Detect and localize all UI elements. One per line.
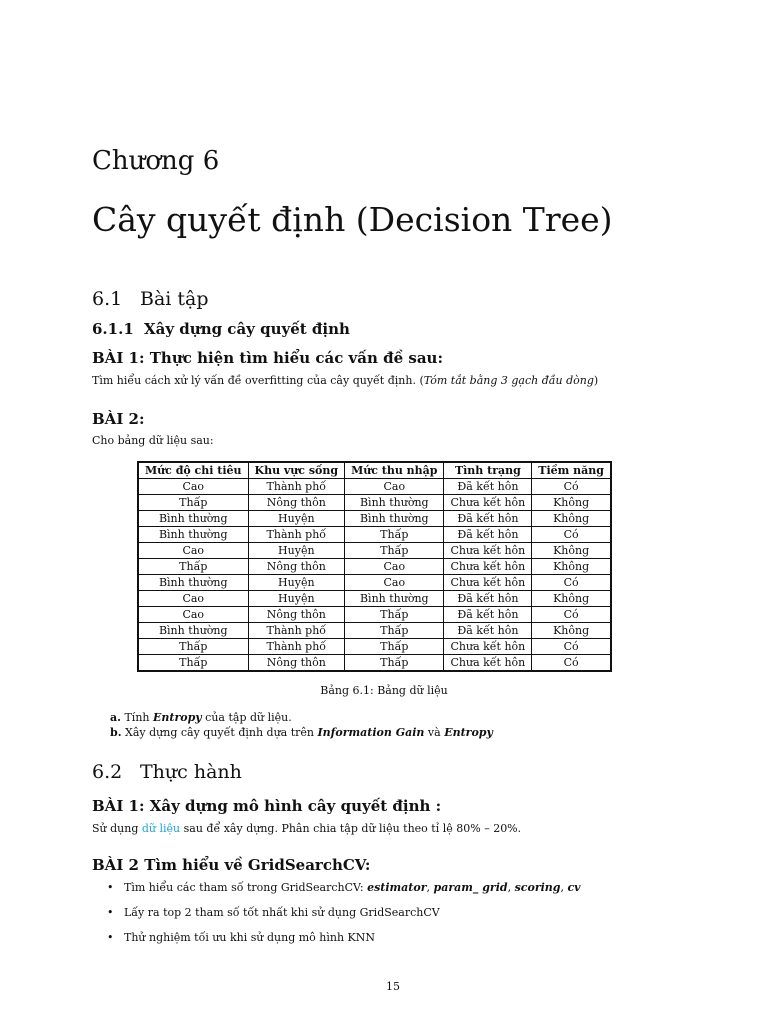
table-row: [138, 495, 611, 511]
param-scoring: scoring: [514, 881, 561, 894]
task-b-emphasis-2: Entropy: [444, 726, 493, 739]
table-cell: Thấp: [345, 655, 444, 672]
task-b-mid: và: [424, 726, 445, 739]
list-item: [107, 906, 440, 919]
table-cell: Có: [532, 527, 611, 543]
exercise-1-text-end: ): [593, 374, 599, 387]
table-cell: Không: [532, 511, 611, 527]
section-heading-6-1: [92, 288, 209, 310]
table-row: [138, 559, 611, 575]
table-cell: Huyện: [248, 591, 345, 607]
subsection-title: Xây dựng cây quyết định: [144, 320, 350, 338]
table-cell: Thành phố: [248, 623, 345, 639]
table-cell: Thành phố: [248, 479, 345, 495]
task-b-label: b.: [110, 726, 122, 739]
column-header: Tiềm năng: [532, 462, 611, 479]
table-cell: Bình thường: [345, 591, 444, 607]
table-cell: Thấp: [345, 543, 444, 559]
table-cell: Thấp: [138, 639, 248, 655]
exercise-1-heading: BÀI 1: Thực hiện tìm hiểu các vấn đề sau:: [92, 349, 443, 367]
exercise-2-heading: BÀI 2:: [92, 410, 145, 428]
table-cell: Cao: [345, 479, 444, 495]
subsection-number: 6.1.1: [92, 320, 134, 338]
table-row: [138, 543, 611, 559]
practice-2-heading: BÀI 2 Tìm hiểu về GridSearchCV:: [92, 856, 371, 874]
table-cell: Đã kết hôn: [444, 527, 532, 543]
table-cell: Huyện: [248, 575, 345, 591]
list-item: [107, 931, 375, 944]
bullet-icon: •: [107, 906, 114, 919]
table-cell: Bình thường: [138, 511, 248, 527]
bullet-icon: •: [107, 881, 114, 894]
table-cell: Không: [532, 543, 611, 559]
table-row: [138, 511, 611, 527]
table-cell: Nông thôn: [248, 559, 345, 575]
list-item: [107, 881, 581, 894]
task-a-pre: Tính: [124, 711, 153, 724]
table-cell: Nông thôn: [248, 495, 345, 511]
table-row: [138, 655, 611, 672]
table-row: [138, 527, 611, 543]
table-cell: Thấp: [345, 623, 444, 639]
table-row: [138, 591, 611, 607]
table-cell: Bình thường: [345, 495, 444, 511]
exercise-2-intro: Cho bảng dữ liệu sau:: [92, 434, 214, 447]
chapter-title: Cây quyết định (Decision Tree): [92, 200, 613, 239]
table-cell: Thành phố: [248, 527, 345, 543]
task-a-post: của tập dữ liệu.: [201, 711, 292, 724]
separator: ,: [507, 881, 515, 894]
section-heading-6-2: [92, 761, 242, 783]
data-table: [137, 461, 612, 672]
table-cell: Cao: [345, 559, 444, 575]
table-cell: Thấp: [138, 655, 248, 672]
exercise-1-text-main: Tìm hiểu cách xử lý vấn đề overfitting của cây quyết định. (: [92, 374, 424, 387]
task-b-pre: Xây dựng cây quyết định dựa trên: [125, 726, 318, 739]
table-row: [138, 639, 611, 655]
exercise-1-text-italic: Tóm tắt bằng 3 gạch đầu dòng: [423, 374, 594, 387]
separator: ,: [560, 881, 568, 894]
table-cell: Bình thường: [345, 511, 444, 527]
param-estimator: estimator: [367, 881, 427, 894]
table-row: [138, 575, 611, 591]
table-cell: Cao: [138, 607, 248, 623]
table-cell: Không: [532, 591, 611, 607]
practice-1-heading: BÀI 1: Xây dựng mô hình cây quyết định :: [92, 797, 442, 815]
table-cell: Có: [532, 655, 611, 672]
subsection-heading-6-1-1: [92, 320, 350, 338]
separator: ,: [426, 881, 434, 894]
table-cell: Không: [532, 559, 611, 575]
table-cell: Không: [532, 495, 611, 511]
table-cell: Nông thôn: [248, 607, 345, 623]
table-cell: Đã kết hôn: [444, 623, 532, 639]
table-cell: Chưa kết hôn: [444, 575, 532, 591]
table-cell: Huyện: [248, 511, 345, 527]
table-cell: Có: [532, 479, 611, 495]
list-item-text: Tìm hiểu các tham số trong GridSearchCV:: [124, 881, 368, 894]
table-cell: Thấp: [345, 607, 444, 623]
section-title: Thực hành: [140, 761, 242, 783]
table-cell: Thấp: [138, 559, 248, 575]
table-caption: Bảng 6.1: Bảng dữ liệu: [320, 684, 448, 697]
column-header: Khu vực sống: [248, 462, 345, 479]
task-b: [110, 726, 493, 739]
table-cell: Cao: [345, 575, 444, 591]
table-body: [138, 479, 611, 672]
table-cell: Cao: [138, 543, 248, 559]
list-item-text: Lấy ra top 2 tham số tốt nhất khi sử dụng GridSearchCV: [124, 906, 440, 919]
table-cell: Thấp: [345, 639, 444, 655]
practice-1-post: sau để xây dựng. Phân chia tập dữ liệu theo tỉ lệ 80% – 20%.: [180, 822, 522, 835]
column-header: Mức thu nhập: [345, 462, 444, 479]
section-number: 6.1: [92, 288, 123, 310]
table-cell: Có: [532, 607, 611, 623]
table-cell: Thành phố: [248, 639, 345, 655]
table-header-row: [138, 462, 611, 479]
column-header: Tình trạng: [444, 462, 532, 479]
chapter-label: Chương 6: [92, 146, 220, 176]
table-cell: Chưa kết hôn: [444, 655, 532, 672]
table-cell: Thấp: [138, 495, 248, 511]
table-cell: Đã kết hôn: [444, 479, 532, 495]
section-title: Bài tập: [140, 288, 209, 310]
table-cell: Huyện: [248, 543, 345, 559]
table-cell: Bình thường: [138, 575, 248, 591]
data-link[interactable]: dữ liệu: [141, 822, 181, 835]
table-cell: Đã kết hôn: [444, 511, 532, 527]
table-cell: Chưa kết hôn: [444, 495, 532, 511]
table-row: [138, 623, 611, 639]
task-b-emphasis-1: Information Gain: [317, 726, 425, 739]
table-row: [138, 479, 611, 495]
table-cell: Bình thường: [138, 527, 248, 543]
practice-1-pre: Sử dụng: [92, 822, 142, 835]
exercise-1-text: [92, 374, 598, 387]
bullet-icon: •: [107, 931, 114, 944]
page-number: 15: [386, 980, 400, 993]
table-cell: Chưa kết hôn: [444, 543, 532, 559]
table-cell: Thấp: [345, 527, 444, 543]
table-cell: Không: [532, 623, 611, 639]
table-cell: Có: [532, 639, 611, 655]
list-item-text: Thử nghiệm tối ưu khi sử dụng mô hình KNN: [124, 931, 376, 944]
table-cell: Bình thường: [138, 623, 248, 639]
param-param-grid: param_ grid: [433, 881, 508, 894]
table-cell: Đã kết hôn: [444, 607, 532, 623]
task-a: [110, 711, 292, 724]
table-cell: Cao: [138, 591, 248, 607]
practice-1-text: [92, 822, 521, 835]
table-cell: Nông thôn: [248, 655, 345, 672]
table-cell: Cao: [138, 479, 248, 495]
table-cell: Đã kết hôn: [444, 591, 532, 607]
section-number: 6.2: [92, 761, 123, 783]
table-cell: Chưa kết hôn: [444, 639, 532, 655]
table-row: [138, 607, 611, 623]
column-header: Mức độ chi tiêu: [138, 462, 248, 479]
task-a-label: a.: [110, 711, 121, 724]
param-cv: cv: [567, 881, 581, 894]
task-a-emphasis: Entropy: [153, 711, 202, 724]
table-cell: Có: [532, 575, 611, 591]
table-cell: Chưa kết hôn: [444, 559, 532, 575]
